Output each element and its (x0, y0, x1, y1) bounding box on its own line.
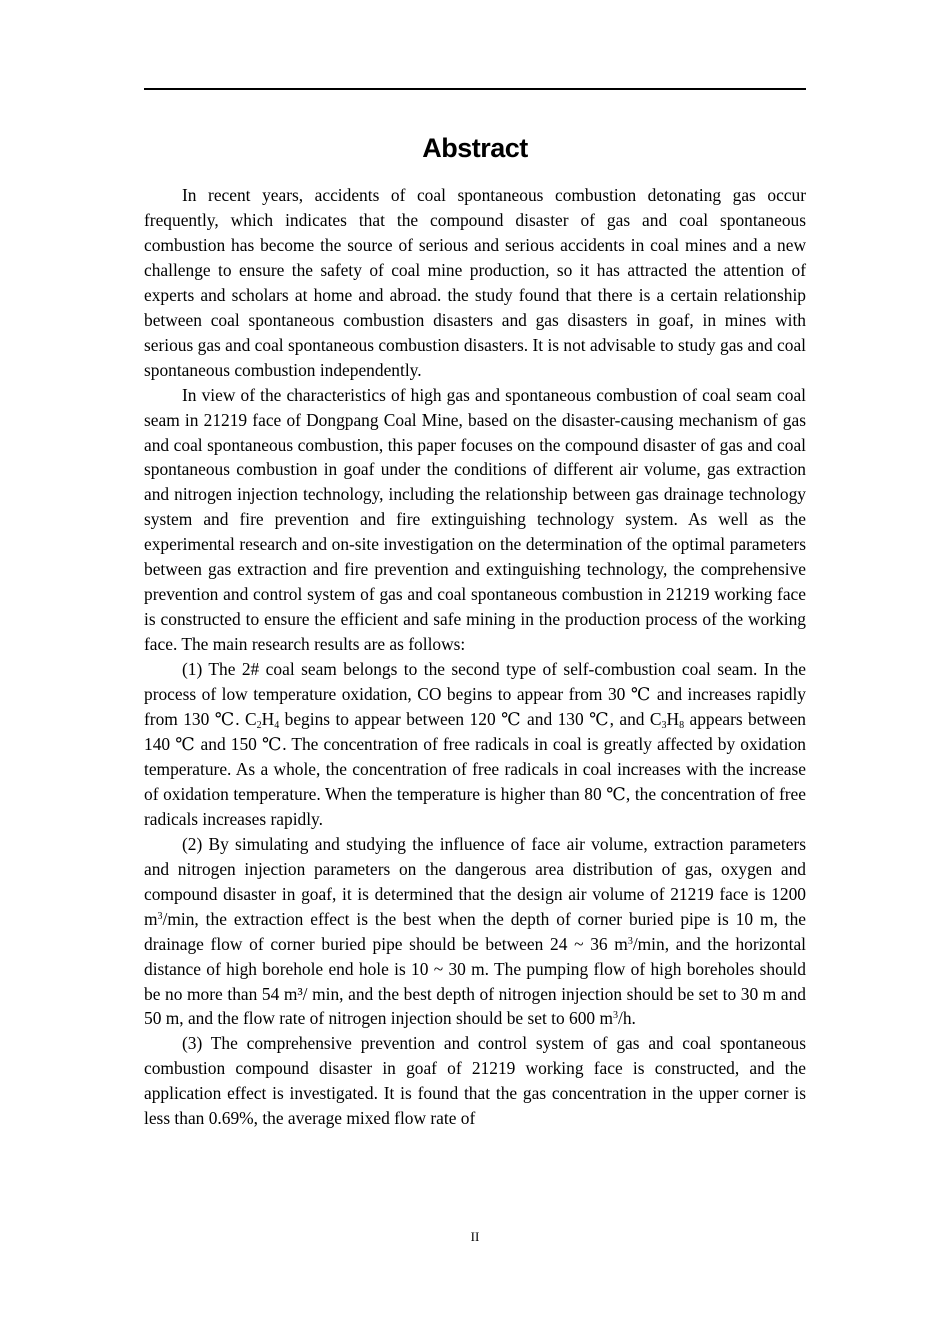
paragraph-scope: In view of the characteristics of high gas and spontaneous combustion of coal seam coal seam in 21219 face of Dongpang Coal Mine, based on the disaster-causing mechanism of gas and coal spontaneous combustion, this paper focuses on the compound disaster of gas and coal spontaneous combustion in goaf under the conditions of different air volume, gas extraction and nitrogen injection technology, including the relationship between gas drainage technology system and fire prevention and fire extinguishing technology system. As well as the experimental research and on-site investigation on the determination of the optimal parameters between gas extraction and fire prevention and extinguishing technology, the comprehensive prevention and control system of gas and coal spontaneous combustion in 21219 working face is constructed to ensure the efficient and safe mining in the production process of the working face. The main research results are as follows: (144, 384, 806, 655)
paragraph-intro: In recent years, accidents of coal spontaneous combustion detonating gas occur frequently, which indicates that the compound disaster of gas and coal spontaneous combustion has become the source of serious and serious accidents in coal mines and a new challenge to ensure the safety of coal mine production, so it has attracted the attention of experts and scholars at home and abroad. the study found that there is a certain relationship between coal spontaneous combustion disasters and gas disasters in goaf, in mines with serious gas and coal spontaneous combustion disasters. It is not advisable to study gas and coal spontaneous combustion independently. (144, 185, 806, 380)
header-rule (144, 88, 806, 90)
page-number: II (470, 1229, 480, 1244)
paragraph-result-3: (3) The comprehensive prevention and control system of gas and coal spontaneous combustion compound disaster in goaf of 21219 working face is constructed, and the application effect is investigated. It is found that the gas concentration in the upper corner is less than 0.69%, the average mixed flow rate of (144, 1033, 806, 1129)
paragraph-result-2: (2) By simulating and studying the influence of face air volume, extraction parameters and nitrogen injection parameters on the dangerous area distribution of gas, oxygen and compound disaster in goaf, it is determined that the design air volume of 21219 face is 1200 $m^3/\min$, the extraction effect is the best when the depth of corner buried pipe is 10 m, the drainage flow of corner buried pipe should be between 24 ~ 36 $m^3/\min$, and the horizontal distance of high borehole end hole is 10 ~ 30 m. The pumping flow of high boreholes should be no more than 54 m³/ min, and the best depth of nitrogen injection should be set to 30 m and 50 m, and the flow rate of nitrogen injection should be set to 600 $m^3/h$. (144, 833, 806, 1029)
subscript: 3 (661, 720, 667, 732)
superscript: 3 (612, 1010, 618, 1022)
abstract-body (144, 183, 806, 1131)
superscript: 3 (157, 910, 163, 922)
page-title: Abstract (422, 133, 528, 163)
subscript: 8 (679, 720, 685, 732)
subscript: 2 (256, 720, 262, 732)
subscript: 4 (274, 720, 280, 732)
paragraph-result-1: (1) The 2# coal seam belongs to the second type of self-combustion coal seam. In the process of low temperature oxidation, CO begins to appear from 30 ℃ and increases rapidly from 130 ℃. $C_2H_4$ begins to appear between 120 ℃ and 130 ℃, and $C_3H_8$ appears between 140 ℃ and 150 ℃. The concentration of free radicals in coal is greatly affected by oxidation temperature. As a whole, the concentration of free radicals in coal increases with the increase of oxidation temperature. When the temperature is higher than 80 ℃, the concentration of free radicals increases rapidly. (144, 659, 806, 829)
superscript: 3 (627, 935, 633, 947)
